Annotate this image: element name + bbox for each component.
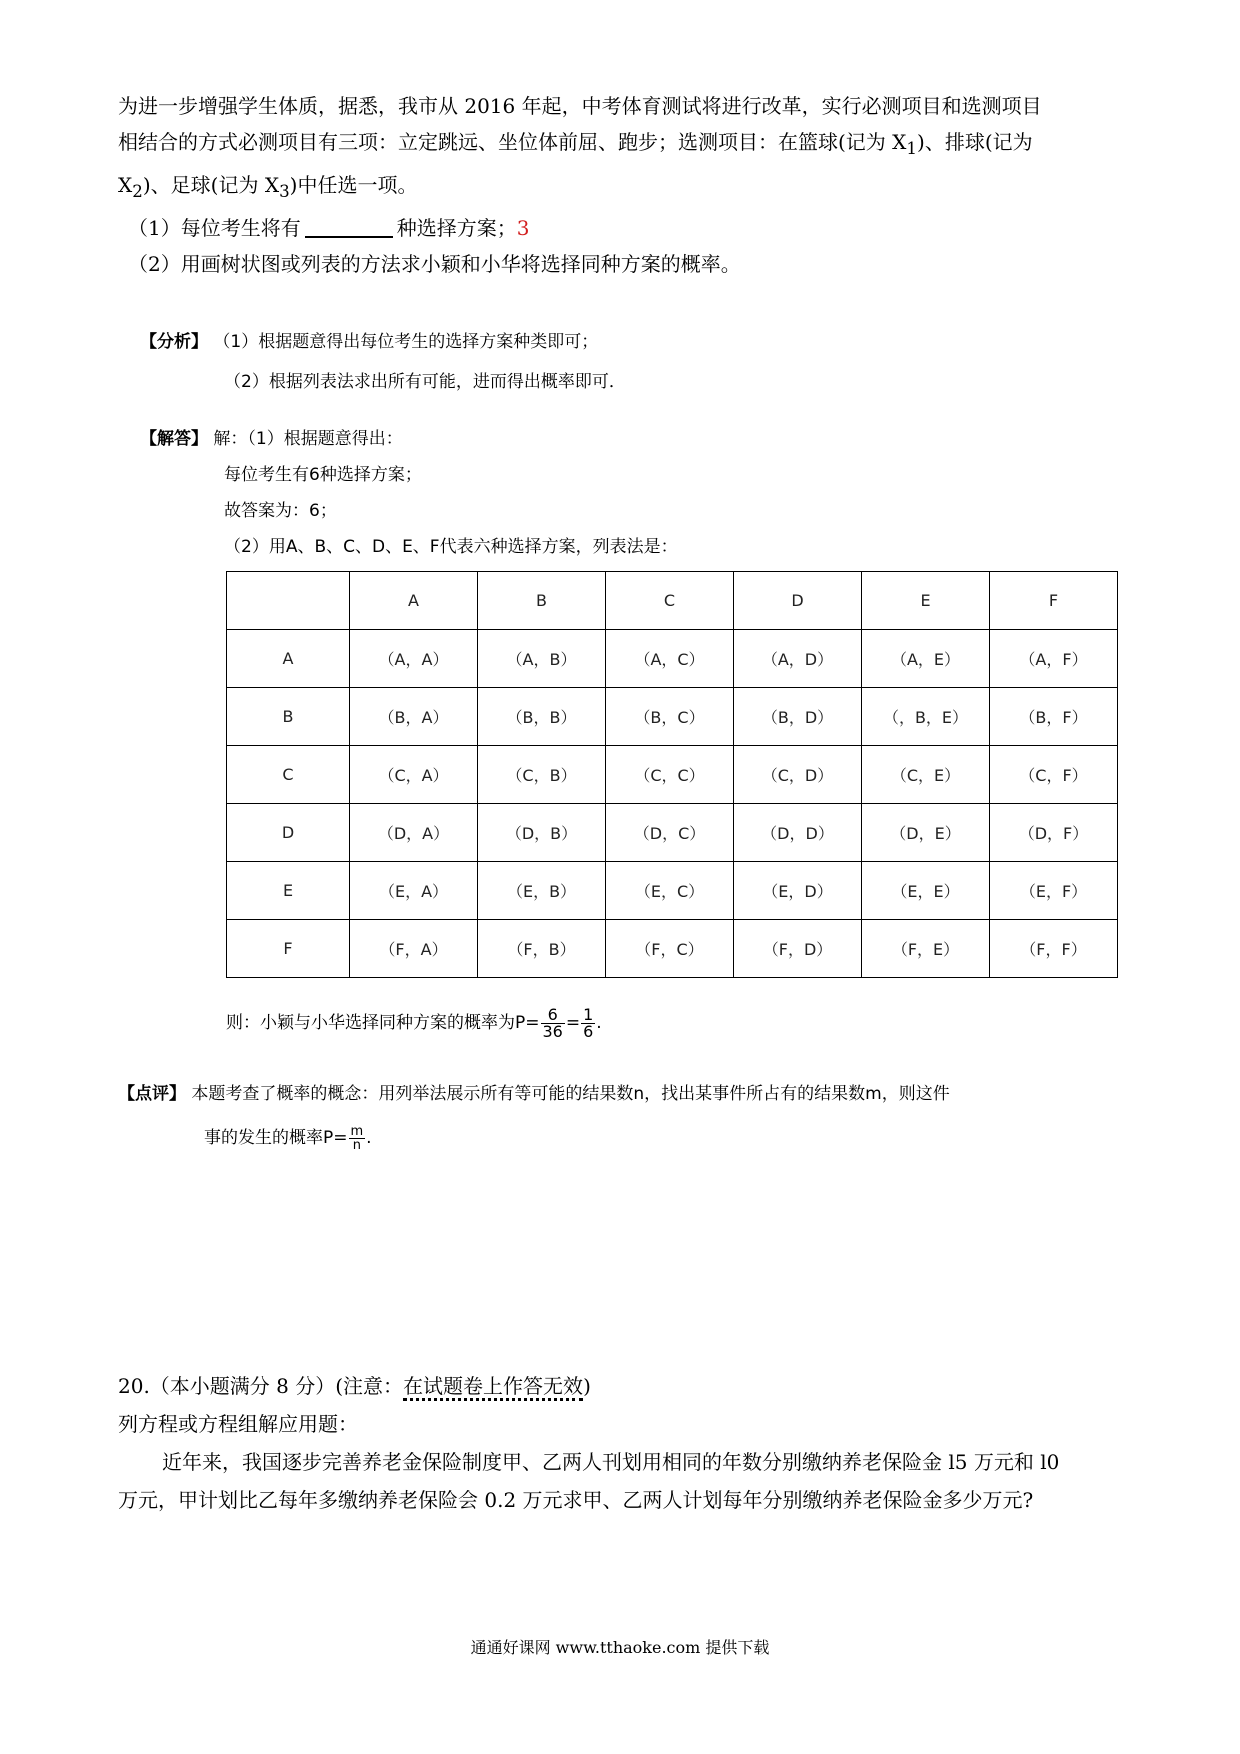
analysis-tag: 【分析】	[140, 332, 208, 352]
table-cell: （E，E）	[862, 862, 990, 920]
analysis-block	[140, 322, 1150, 402]
q20-emphasis: 在试题卷上作答无效	[403, 1374, 583, 1401]
solution-line1: 解：（1）根据题意得出：	[213, 429, 403, 449]
q19-intro-line2: 相结合的方式必测项目有三项：立定跳远、坐位体前屈、跑步；选测项目：在篮球(记为 $X_1$)、排球(记为	[118, 130, 1033, 158]
table-row-header: F	[227, 920, 350, 978]
part1-answer: 3	[516, 216, 530, 240]
fraction-6-36: $\frac{6}{36}$	[542, 1004, 563, 1041]
table-cell: （A，B）	[478, 630, 606, 688]
analysis-line1: （1）根据题意得出每位考生的选择方案种类即可；	[213, 332, 599, 352]
conclusion-line: 则：小颖与小华选择同种方案的概率为P= $\frac{6}{36}$ = $\frac{1}{6}$ .	[226, 1004, 602, 1041]
table-corner-cell	[227, 572, 350, 630]
q20-title: 20.（本小题满分 8 分）(注意：在试题卷上作答无效)	[118, 1367, 1128, 1405]
solution-block	[140, 421, 1150, 565]
q19-part2: （2）用画树状图或列表的方法求小颖和小华将选择同种方案的概率。	[128, 252, 741, 276]
table-cell: （B，F）	[990, 688, 1118, 746]
question-19	[118, 88, 1128, 282]
table-cell: （，B，E）	[862, 688, 990, 746]
table-cell: （E，C）	[606, 862, 734, 920]
table-cell: （C，B）	[478, 746, 606, 804]
table-row	[227, 688, 1118, 746]
table-cell: （D，F）	[990, 804, 1118, 862]
analysis-line2: （2）根据列表法求出所有可能，进而得出概率即可．	[224, 372, 626, 392]
table-cell: （C，D）	[734, 746, 862, 804]
table-cell: （F，C）	[606, 920, 734, 978]
table-cell: （B，B）	[478, 688, 606, 746]
table-cell: （E，B）	[478, 862, 606, 920]
table-cell: （B，A）	[350, 688, 478, 746]
table-row	[227, 920, 1118, 978]
q19-part1: （1）每位考生将有 种选择方案；3	[128, 216, 530, 240]
table-column-header: D	[734, 572, 862, 630]
table-row-header: C	[227, 746, 350, 804]
table-column-header: A	[350, 572, 478, 630]
table-row	[227, 630, 1118, 688]
table-cell: （C，E）	[862, 746, 990, 804]
table-header-row	[227, 572, 1118, 630]
table-cell: （B，C）	[606, 688, 734, 746]
table-cell: （A，F）	[990, 630, 1118, 688]
table-cell: （A，D）	[734, 630, 862, 688]
table-cell: （F，E）	[862, 920, 990, 978]
table-cell: （C，F）	[990, 746, 1118, 804]
table-cell: （E，D）	[734, 862, 862, 920]
table-cell: （D，D）	[734, 804, 862, 862]
table-cell: （A，C）	[606, 630, 734, 688]
table-cell: （D，E）	[862, 804, 990, 862]
answer-blank	[305, 214, 393, 238]
q19-intro-line3: $X_2$)、足球(记为 $X_3$)中任选一项。	[118, 173, 418, 201]
fraction-1-6: $\frac{1}{6}$	[583, 1004, 594, 1041]
table-cell: （C，C）	[606, 746, 734, 804]
comment-block	[118, 1074, 1128, 1158]
comment-line1: 本题考查了概率的概念：用列举法展示所有等可能的结果数n，找出某事件所占有的结果数m，则这件	[191, 1084, 950, 1104]
table-column-header: B	[478, 572, 606, 630]
table-row	[227, 862, 1118, 920]
table-cell: （D，A）	[350, 804, 478, 862]
question-20	[118, 1367, 1128, 1519]
table-column-header: F	[990, 572, 1118, 630]
solution-line2: 每位考生有6种选择方案；	[224, 465, 422, 485]
comment-tag: 【点评】	[118, 1084, 186, 1104]
solution-line3: 故答案为：6；	[224, 501, 337, 521]
q20-line3: 近年来，我国逐步完善养老金保险制度甲、乙两人刊划用相同的年数分别缴纳养老保险金 l5 万元和 l0	[162, 1450, 1060, 1474]
table-cell: （F，B）	[478, 920, 606, 978]
solution-tag: 【解答】	[140, 429, 208, 449]
table-column-header: C	[606, 572, 734, 630]
table-cell: （F，F）	[990, 920, 1118, 978]
outcome-table	[226, 571, 1118, 978]
table-row-header: E	[227, 862, 350, 920]
table-cell: （C，A）	[350, 746, 478, 804]
table-cell: （D，B）	[478, 804, 606, 862]
table-row-header: B	[227, 688, 350, 746]
table-row	[227, 804, 1118, 862]
table-row-header: A	[227, 630, 350, 688]
table-cell: （D，C）	[606, 804, 734, 862]
q20-line2: 列方程或方程组解应用题：	[118, 1412, 358, 1436]
table-row	[227, 746, 1118, 804]
fraction-m-n: $\frac{m}{n}$	[350, 1123, 364, 1153]
table-cell: （B，D）	[734, 688, 862, 746]
table-cell: （E，F）	[990, 862, 1118, 920]
solution-line4: （2）用A、B、C、D、E、F代表六种选择方案，列表法是：	[224, 537, 678, 557]
table-cell: （F，A）	[350, 920, 478, 978]
table-cell: （A，E）	[862, 630, 990, 688]
table-column-header: E	[862, 572, 990, 630]
table-row-header: D	[227, 804, 350, 862]
q20-line4: 万元，甲计划比乙每年多缴纳养老保险会 0.2 万元求甲、乙两人计划每年分别缴纳养老保险金多少万元?	[118, 1488, 1034, 1512]
q19-intro-line1: 为进一步增强学生体质，据悉，我市从 2016 年起，中考体育测试将进行改革，实行必测项目和选测项目	[118, 94, 1042, 118]
comment-line2: 事的发生的概率P= $\frac{m}{n}$ .	[204, 1123, 372, 1153]
table-cell: （E，A）	[350, 862, 478, 920]
table-cell: （F，D）	[734, 920, 862, 978]
table-cell: （A，A）	[350, 630, 478, 688]
page-footer: 通通好课网 www.tthaoke.com 提供下载	[470, 1638, 770, 1657]
